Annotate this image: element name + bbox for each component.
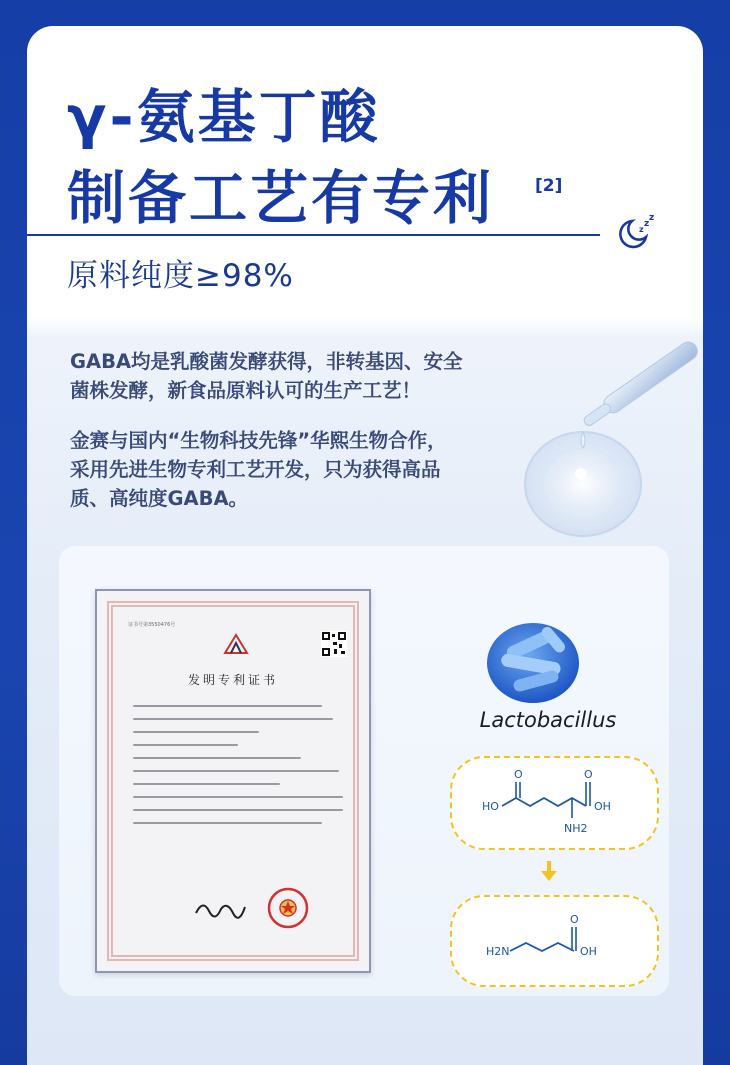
molecule1-right-label: OH: [594, 800, 611, 813]
patent-certificate: [95, 589, 371, 973]
certificate-text-line: [133, 783, 280, 785]
paragraph-1-line-1: GABA均是乳酸菌发酵获得，非转基因、安全: [70, 350, 463, 373]
sleep-moon-icon: [615, 212, 655, 252]
official-seal-graphic: [267, 887, 309, 929]
paragraph-1: [70, 347, 463, 405]
paragraph-2: [70, 426, 447, 513]
certificate-border: [107, 601, 359, 961]
certificate-text-line: [133, 809, 343, 811]
reference-marker: [2]: [535, 176, 563, 196]
certificate-text-line: [133, 731, 259, 733]
molecule2-right-label: OH: [580, 945, 597, 958]
title-divider: [27, 234, 600, 236]
paragraph-2-line-3: 质、高纯度GABA。: [70, 487, 249, 510]
down-arrow-icon: [537, 859, 561, 883]
certificate-text-line: [133, 718, 333, 720]
svg-text:z: z: [639, 225, 644, 234]
signature-graphic: [193, 897, 248, 921]
title-line-1: γ-氨基丁酸: [67, 83, 381, 151]
gaba-molecule-box: [450, 895, 659, 987]
svg-text:O: O: [570, 913, 579, 926]
certificate-text-line: [133, 770, 339, 772]
molecule2-left-label: H2N: [486, 945, 510, 958]
certificate-title: 发明专利证书: [187, 673, 278, 687]
certificate-text-line: [133, 796, 343, 798]
qr-code-icon: [321, 631, 347, 657]
bacteria-icon: [483, 620, 583, 706]
svg-text:O: O: [514, 768, 523, 781]
certificate-text-line: [133, 744, 238, 746]
gaba-structure: [452, 897, 657, 985]
certificate-text-block: [133, 705, 343, 835]
title-line-2: 制备工艺有专利: [67, 164, 495, 232]
glutamate-structure: [452, 758, 657, 848]
molecule1-amine-label: NH2: [564, 822, 588, 835]
certificate-text-line: [133, 705, 322, 707]
certificate-number: 证书号第3550476号: [128, 622, 176, 628]
paragraph-2-line-1: 金赛与国内“生物科技先锋”华熙生物合作，: [70, 429, 447, 452]
organism-label: Lactobacillus: [479, 708, 617, 732]
glutamate-molecule-box: [450, 756, 659, 850]
svg-text:z: z: [644, 219, 650, 229]
svg-text:z: z: [649, 213, 655, 223]
paragraph-1-line-2: 菌株发酵，新食品原料认可的生产工艺！: [70, 379, 422, 402]
certificate-text-line: [133, 757, 301, 759]
certificate-text-line: [133, 822, 322, 824]
paragraph-2-line-2: 采用先进生物专利工艺开发，只为获得高品: [70, 458, 441, 481]
patent-office-logo-icon: [221, 633, 251, 655]
svg-text:O: O: [584, 768, 593, 781]
molecule1-left-label: HO: [482, 800, 499, 813]
content-card: [27, 26, 703, 1065]
dropper-illustration: [513, 314, 703, 574]
purity-text: 原料纯度≥98%: [67, 258, 294, 294]
